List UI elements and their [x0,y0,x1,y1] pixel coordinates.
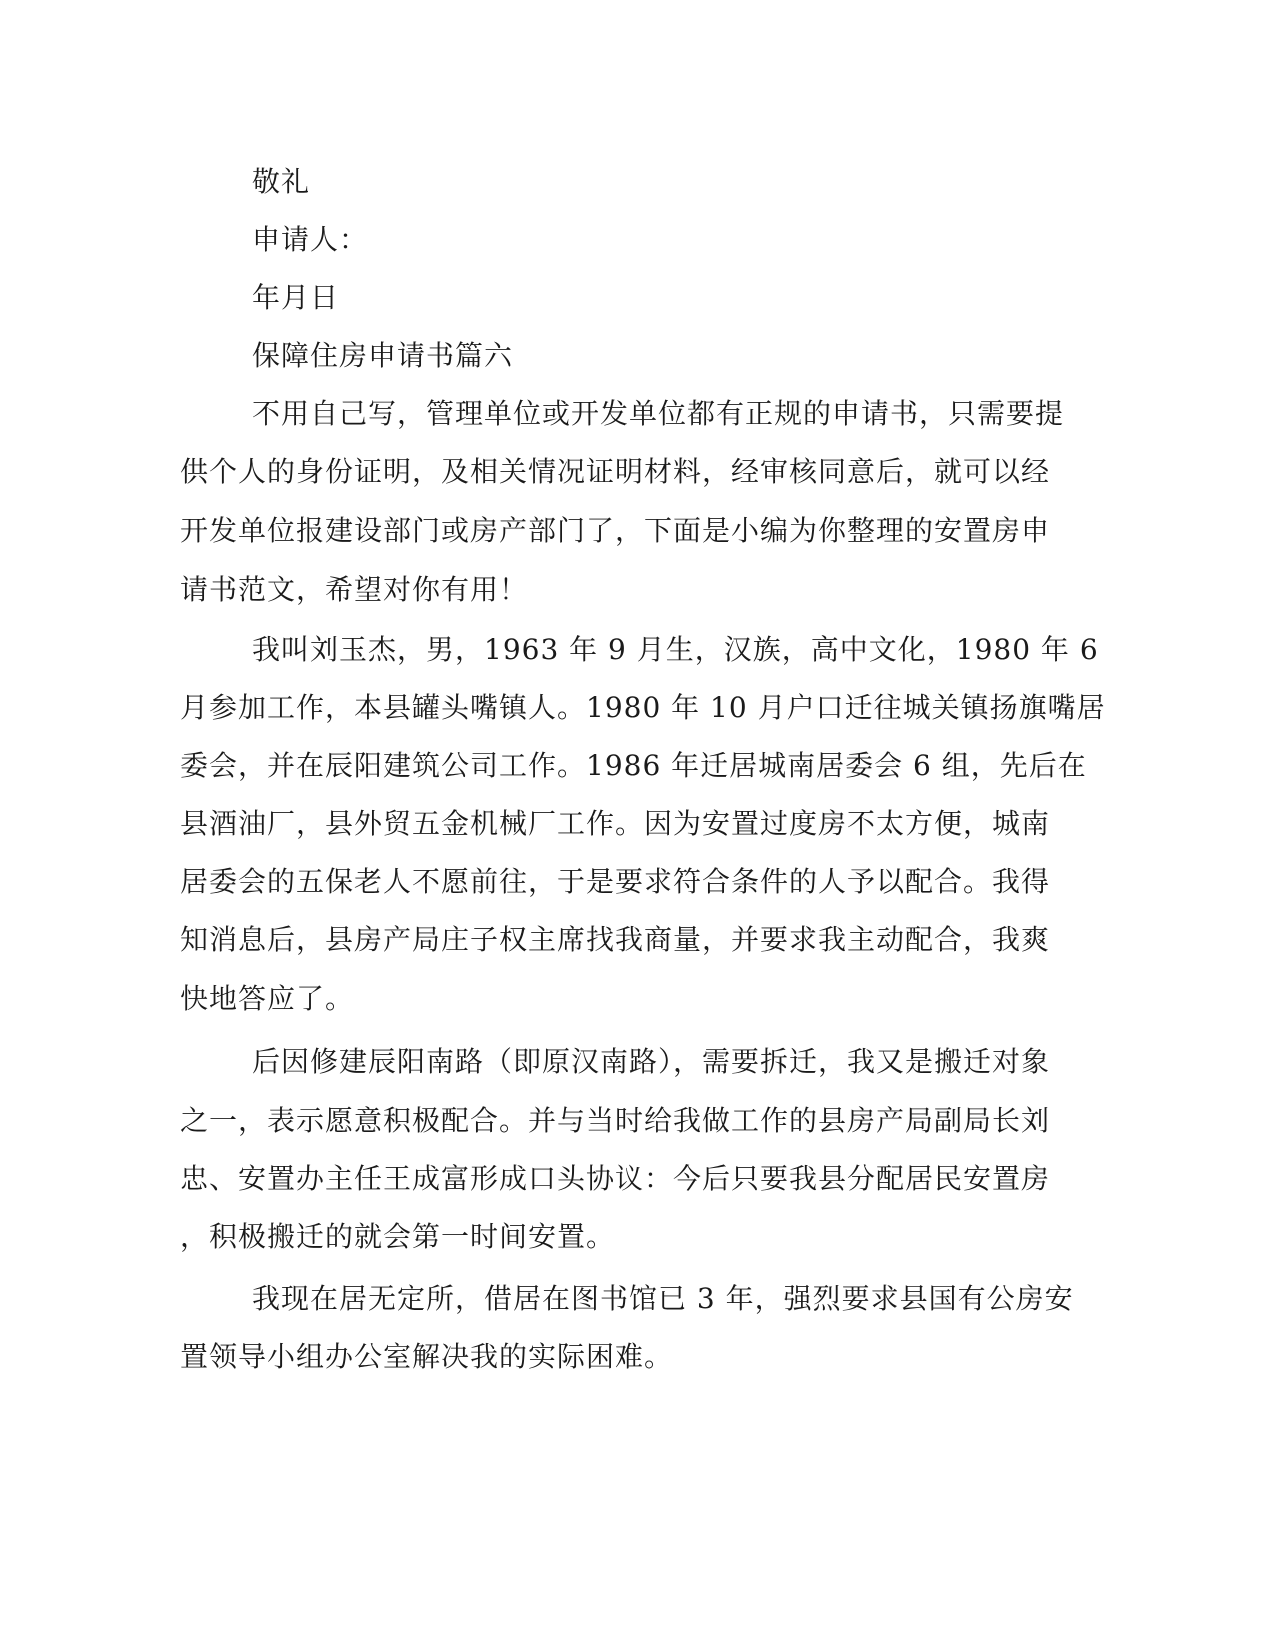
paragraph-4-line: 我现在居无定所，借居在图书馆已 3 年，强烈要求县国有公房安 [252,1282,1074,1315]
paragraph-1-line: 不用自己写，管理单位或开发单位都有正规的申请书，只需要提 [252,397,1065,430]
closing-date: 年月日 [252,281,340,314]
paragraph-2-line: 县酒油厂，县外贸五金机械厂工作。因为安置过度房不太方便，城南 [180,807,1051,840]
paragraph-2-line: 委会，并在辰阳建筑公司工作。1986 年迁居城南居委会 6 组，先后在 [180,749,1087,782]
paragraph-4-line: 置领导小组办公室解决我的实际困难。 [180,1340,674,1373]
closing-salutation: 敬礼 [252,165,311,198]
paragraph-2-line: 快地答应了。 [180,982,355,1015]
paragraph-3-line: ，积极搬迁的就会第一时间安置。 [180,1220,616,1253]
paragraph-2-line: 我叫刘玉杰，男，1963 年 9 月生，汉族，高中文化，1980 年 6 [252,633,1099,666]
paragraph-1-line: 请书范文，希望对你有用！ [180,573,529,606]
paragraph-2-line: 知消息后，县房产局庄子权主席找我商量，并要求我主动配合，我爽 [180,923,1051,956]
paragraph-3-line: 后因修建辰阳南路（即原汉南路），需要拆迁，我又是搬迁对象 [252,1045,1051,1078]
paragraph-2-line: 月参加工作，本县罐头嘴镇人。1980 年 10 月户口迁往城关镇扬旗嘴居 [180,691,1106,724]
paragraph-1-line: 开发单位报建设部门或房产部门了，下面是小编为你整理的安置房申 [180,514,1051,547]
paragraph-3-line: 忠、安置办主任王成富形成口头协议：今后只要我县分配居民安置房 [180,1162,1051,1195]
paragraph-2-line: 居委会的五保老人不愿前往，于是要求符合条件的人予以配合。我得 [180,865,1051,898]
paragraph-1-line: 供个人的身份证明，及相关情况证明材料，经审核同意后，就可以经 [180,455,1051,488]
paragraph-3-line: 之一，表示愿意积极配合。并与当时给我做工作的县房产局副局长刘 [180,1104,1051,1137]
closing-applicant: 申请人： [252,223,369,256]
section-title: 保障住房申请书篇六 [252,339,514,372]
